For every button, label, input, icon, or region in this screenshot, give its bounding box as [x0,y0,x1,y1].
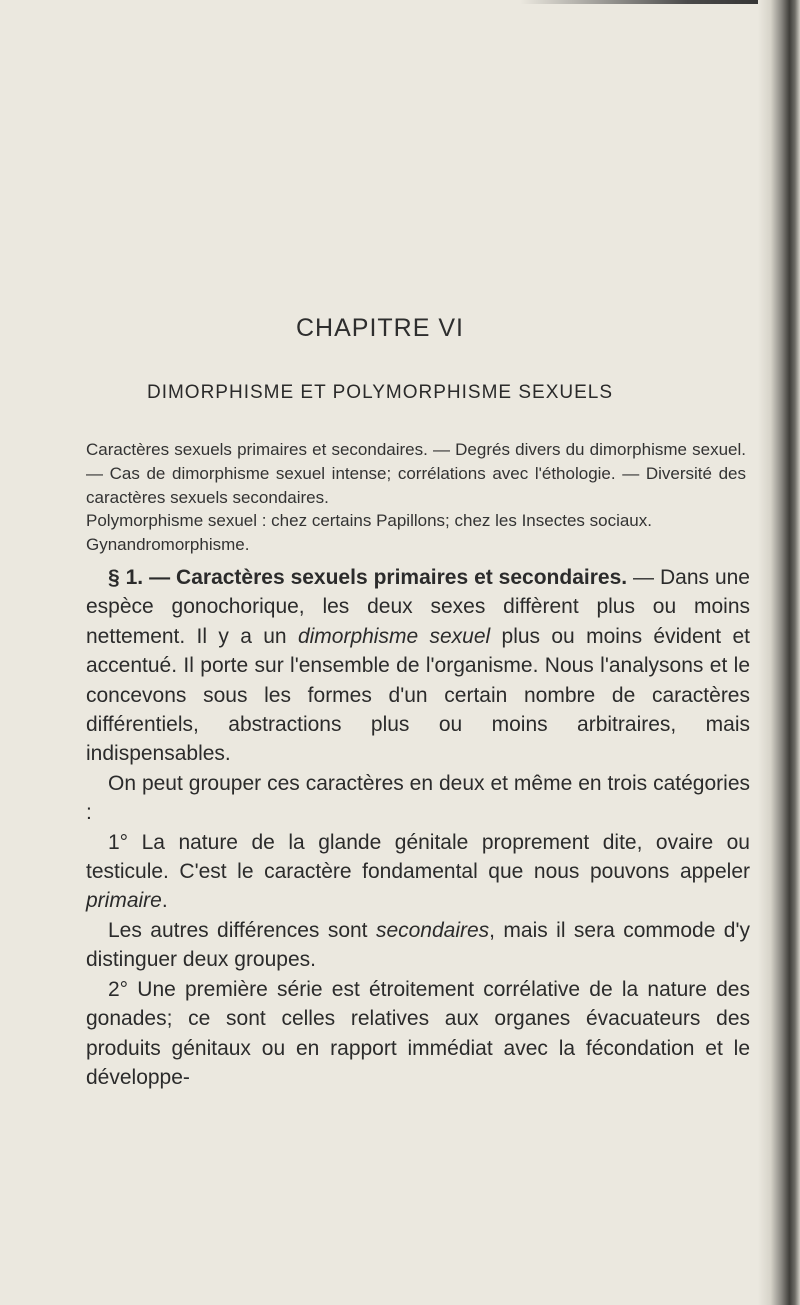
paragraph-3-text-b: . [161,889,168,913]
chapter-summary [86,438,746,557]
paragraph-4-text-a: Les autres différences sont [108,918,376,942]
section-number: § 1. — [108,566,171,589]
paragraph-1 [86,563,750,769]
paragraph-3-italic: primaire [86,889,162,913]
summary-line-2: Polymorphisme sexuel : chez certains Papillons; chez les Insectes sociaux. [86,511,652,531]
section-title: Caractères sexuels primaires et secondaires. [176,566,628,589]
summary-line-1: Caractères sexuels primaires et secondaires. — Degrés divers du dimorphisme sexuel. — Cas de dimorphisme sexuel intense; corrélations avec l'éthologie. — Diversité des caractères sexuels secondaires. [86,440,746,507]
paragraph-2: On peut grouper ces caractères en deux et même en trois catégories : [86,771,750,825]
paragraph-1-text-b: plus ou moins évident et accentué. Il porte sur l'ensemble de l'organisme. Nous l'analysons et le concevons sous les formes d'un certain nombre de caractères différentiels, abstractions plus ou moins arbitraires, mais indispensables. [86,624,750,766]
body-text [86,563,750,1092]
chapter-heading: DIMORPHISME ET POLYMORPHISME SEXUELS [146,382,614,403]
paragraph-1-italic: dimorphisme sexuel [297,624,491,648]
chapter-title: CHAPITRE VI [296,314,464,342]
paragraph-4-text-b: , mais il sera commode d'y distinguer deux groupes. [86,918,750,972]
paragraph-3-text-a: 1° La nature de la glande génitale proprement dite, ovaire ou testicule. C'est le caractère fondamental que nous pouvons appeler [86,830,750,884]
paragraph-5: 2° Une première série est étroitement corrélative de la nature des gonades; ce sont celles relatives aux organes évacuateurs des produits génitaux ou en rapport immédiat avec la fécondation et le développe- [86,977,750,1089]
paragraph-3 [86,828,750,916]
summary-line-3: Gynandromorphisme. [86,535,250,555]
paragraph-1-text-a: — Dans une espèce gonochorique, les deux sexes diffèrent plus ou moins nettement. Il y a un [86,566,750,648]
paragraph-4 [86,916,750,975]
book-spine-edge [758,0,800,1305]
paragraph-4-italic: secondaires [375,918,490,942]
